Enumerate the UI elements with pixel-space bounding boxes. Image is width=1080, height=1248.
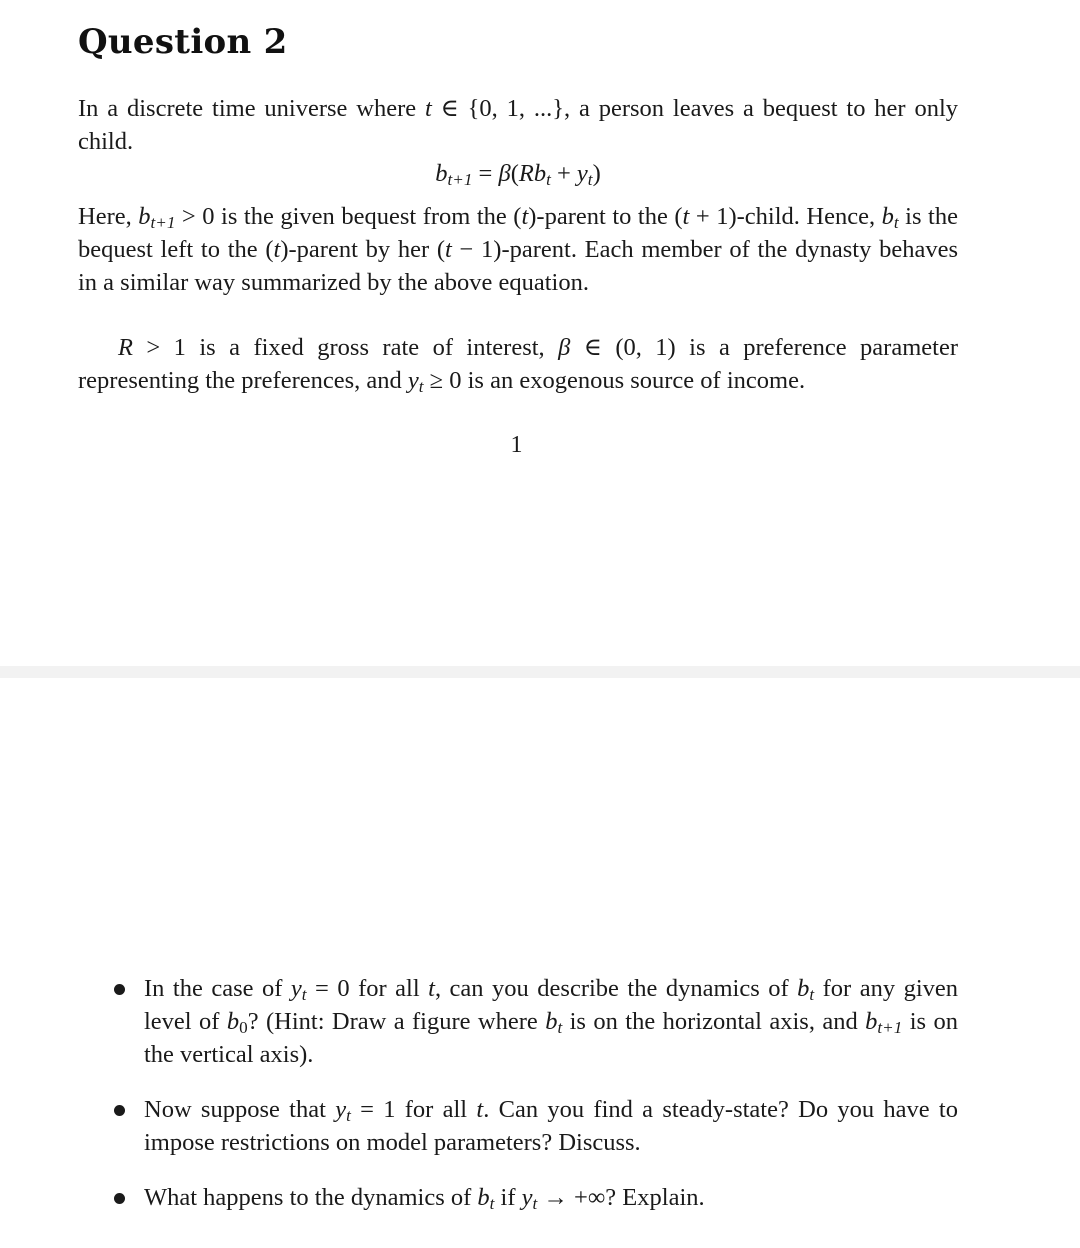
list-item: What happens to the dynamics of $b_t$ if $y_t$ → +∞? Explain.: [110, 1181, 958, 1214]
bullet-icon: [114, 1105, 125, 1116]
question-list: [110, 972, 958, 1236]
page-separator: [0, 666, 1080, 678]
question-title: Question 2: [78, 22, 288, 62]
definition-paragraph: Here, $b_{t+1} > 0$ is the given bequest from the (t)-parent to the (t + 1)-child. Hence, $b_t$ is the bequest left to the (t)-parent by her (t − 1)-parent. Each member of the dynasty behaves in a similar way summarized by the above equation.: [78, 203, 958, 296]
parameters-paragraph: R > 1 is a fixed gross rate of interest, β ∈ (0, 1) is a preference parameter representing the preferences, and $y_t \ge 0$ is an exogenous source of income.: [78, 334, 958, 396]
page-2: [0, 678, 1080, 1248]
list-item: In the case of $y_t = 0$ for all t, can you describe the dynamics of $b_t$ for any given level of $b_0$? (Hint: Draw a figure where $b_t$ is on the horizontal axis, and $b_{t+1}$ is on the vertical axis).: [110, 972, 958, 1071]
bullet-icon: [114, 1193, 125, 1204]
bequest-equation: $b_{t+1} = \beta(Rb_t + y_t)$: [435, 160, 601, 189]
intro-paragraph: In a discrete time universe where t ∈ {0, 1, ...}, a person leaves a bequest to her only child.: [78, 95, 958, 155]
list-item: Now suppose that $y_t = 1$ for all t. Can you find a steady-state? Do you have to impose restrictions on model parameters? Discuss.: [110, 1093, 958, 1159]
page-number: 1: [510, 432, 523, 458]
bullet-icon: [114, 984, 125, 995]
